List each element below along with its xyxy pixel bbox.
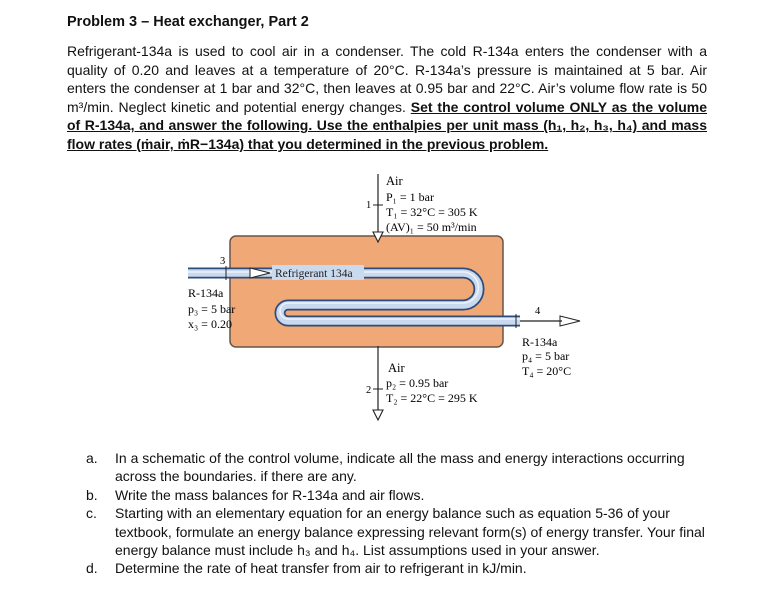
question-b: [86, 486, 726, 504]
problem-title: Problem 3 – Heat exchanger, Part 2: [67, 14, 309, 30]
question-text: Determine the rate of heat transfer from air to refrigerant in kJ/min.: [115, 560, 527, 577]
refrigerant-inlet-pressure: p₃ = 5 bar: [188, 302, 236, 316]
condenser-schematic: [180, 170, 600, 432]
refrigerant-label: Refrigerant 134a: [275, 268, 353, 280]
question-text: Starting with an elementary equation for an energy balance such as equation 5-36 of your textbook, formulate an energy balance expressing relevant form(s) of energy transfer. Your final energy balance must include h₃ and h₄. List assumptions used in your answer.: [115, 505, 705, 559]
air-inlet-state-number: 1: [366, 200, 372, 211]
air-inlet-temperature: T₁ = 32°C = 305 K: [386, 205, 478, 219]
question-d: [86, 559, 726, 577]
refrigerant-outlet-state-number: 4: [535, 306, 541, 317]
air-outlet-temperature: T₂ = 22°C = 295 K: [386, 391, 478, 405]
refrigerant-outlet-arrow: [560, 316, 580, 326]
question-list: [86, 449, 726, 578]
problem-statement: [67, 42, 707, 154]
problem-statement-text: Refrigerant-134a is used to cool air in a condenser. The cold R-134a enters the condenser with a quality of 0.20 and leaves at a temperature of 20°C. R-134a’s pressure is maintained at 5 bar. Air enters the condenser at 1 bar and 32°C, then leaves at 0.95 bar and 22°C. Air’s volume flow rate is 50 m³/min. Neglect kinetic and potential energy changes.: [67, 43, 707, 115]
condenser-shell: [230, 236, 503, 347]
refrigerant-outlet-label: R-134a: [522, 335, 558, 349]
air-outlet-state-number: 2: [366, 385, 372, 396]
question-text: In a schematic of the control volume, indicate all the mass and energy interactions occurring across the boundaries. if there are any.: [115, 450, 685, 485]
refrigerant-inlet-state-number: 3: [220, 256, 226, 267]
question-label: d.: [86, 560, 98, 577]
air-outlet-pressure: p₂ = 0.95 bar: [386, 376, 449, 390]
refrigerant-inlet-quality: x₃ = 0.20: [188, 317, 232, 331]
refrigerant-inlet-label: R-134a: [188, 286, 224, 300]
refrigerant-outlet-pressure: p₄ = 5 bar: [522, 349, 570, 363]
problem-instructions: Set the control volume ONLY as the volume of R-134a, and answer the following. Use the enthalpies per unit mass (h₁, h₂, h₃, h₄) and mass flow rates (ṁair, ṁR−134a) that you determined in the previous problem.: [67, 98, 708, 152]
question-c: [86, 504, 726, 559]
air-inlet-label: Air: [386, 174, 403, 188]
question-label: a.: [86, 450, 98, 466]
refrigerant-outlet-temperature: T₄ = 20°C: [522, 364, 572, 378]
question-text: Write the mass balances for R-134a and air flows.: [115, 486, 425, 503]
air-inlet-volume-flow: (AV)₁ = 50 m³/min: [386, 220, 477, 234]
air-inlet-pressure: P₁ = 1 bar: [386, 190, 434, 204]
air-outlet-label: Air: [388, 361, 405, 375]
question-label: c.: [86, 505, 97, 522]
question-label: b.: [86, 486, 98, 503]
question-a: [86, 449, 726, 486]
